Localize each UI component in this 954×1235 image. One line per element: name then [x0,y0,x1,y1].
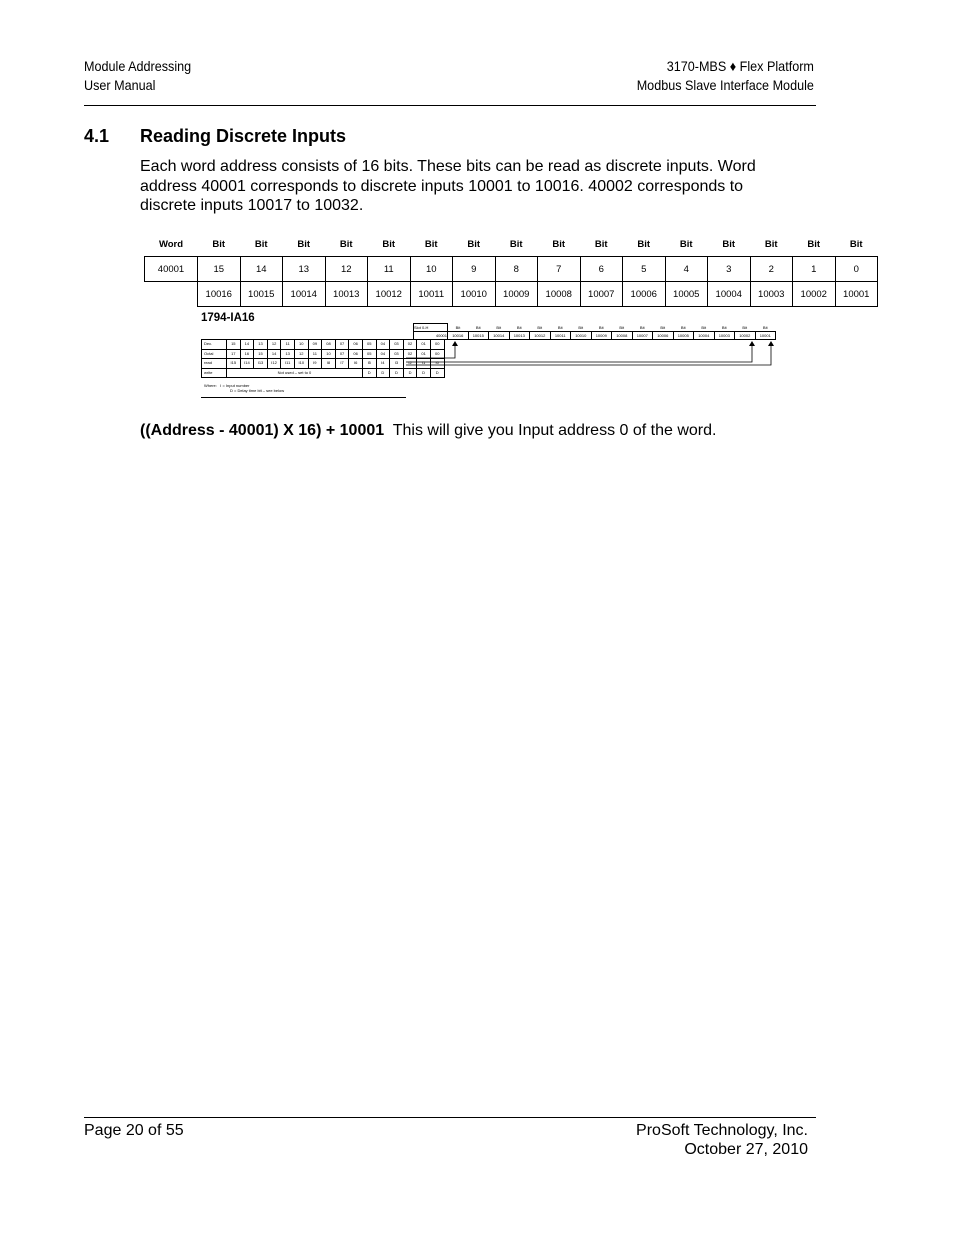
bit-header-cell: Bit [552,238,566,250]
strip-bit-header: Bit [496,324,502,330]
mini-cell: 14 [267,349,281,359]
input-address-cell: 10003 [750,282,793,307]
strip-value-cell: 10004 [694,332,715,340]
mini-cell: I9 [308,359,322,369]
arrow-line-1 [406,344,455,358]
bit-number-cell: 0 [835,257,878,282]
strip-value-cell: 10012 [530,332,551,340]
mini-cell: D [417,368,431,378]
bit-header-cell: Bit [467,238,481,250]
strip-header-first: Slot 0-H [414,324,448,332]
bit-header-cell: Bit [679,238,693,250]
section-title: Reading Discrete Inputs [140,126,347,146]
arrow-head-1 [452,341,458,346]
mini-cell: 05 [362,340,376,350]
figure-title: 1794-IA16 [201,312,255,324]
footer-right [636,1121,808,1159]
strip-word-cell: 40001 [414,332,448,340]
bit-header-cell: Bit [637,238,651,250]
input-address-cell: 10016 [198,282,241,307]
strip-value-cell: 10010 [571,332,592,340]
mini-cell: 04 [376,349,390,359]
mini-cell: D [376,368,390,378]
bit-number-cell: 8 [495,257,538,282]
mini-cell: D [362,368,376,378]
mini-cell: 04 [376,340,390,350]
mini-cell: 07 [335,340,349,350]
mini-cell: 00 [430,340,444,350]
bit-header-cell: Bit [594,238,608,250]
strip-bit-header: Bit [721,324,727,330]
strip-bit-header: Bit [598,324,604,330]
mini-cell: 11 [308,349,322,359]
strip-value-cell: 10009 [591,332,612,340]
mini-cell: 06 [349,340,363,350]
strip-bit-header: Bit [557,324,563,330]
mini-cell: 01 [417,349,431,359]
input-address-cell: 10011 [410,282,453,307]
mini-cell: 03 [390,340,404,350]
mini-cell: I13 [254,359,268,369]
mini-cell: I15 [227,359,241,369]
mini-cell: 13 [254,340,268,350]
footer-page-number: Page 20 of 55 [84,1122,184,1139]
bit-number-cell: 15 [198,257,241,282]
mini-cell: 10 [294,340,308,350]
footer-divider [84,1117,816,1118]
input-address-cell: 10006 [623,282,666,307]
input-address-cell: 10014 [283,282,326,307]
input-address-cell: 10013 [325,282,368,307]
strip-bit-header: Bit [680,324,686,330]
mini-cell: 15 [227,340,241,350]
mini-row-label: Dec. [202,340,227,350]
strip-bit-header: Bit [762,324,768,330]
bit-number-cell: 6 [580,257,623,282]
section-number: 4.1 [84,126,110,146]
bit-number-cell: 3 [708,257,751,282]
mini-cell: 10 [322,349,336,359]
mini-cell: 00 [430,349,444,359]
mini-cell: D [390,368,404,378]
mini-cell: 06 [349,349,363,359]
input-address-cell: 10001 [835,282,878,307]
bit-header-cell: Bit [764,238,778,250]
bit-number-cell: 9 [453,257,496,282]
strip-value-cell: 10007 [632,332,653,340]
bit-header-cell: Bit [509,238,523,250]
input-address-cell: 10004 [708,282,751,307]
bit-header-cell: Bit [807,238,821,250]
mini-cell: I5 [362,359,376,369]
bit-header-cell: Bit [382,238,396,250]
mini-cell: I8 [322,359,336,369]
address-formula [140,421,740,441]
mini-row-label: Octal [202,349,227,359]
strip-bit-header: Bit [701,324,707,330]
bit-number-cell: 10 [410,257,453,282]
mini-cell: 03 [390,349,404,359]
arrow-head-2 [749,341,755,346]
strip-value-cell: 10002 [735,332,756,340]
mini-cell: I12 [267,359,281,369]
mini-cell: I0 [430,359,444,369]
mapping-arrows [0,0,954,400]
mini-cell: 13 [281,349,295,359]
input-address-cell: 10015 [240,282,283,307]
mini-cell: I10 [294,359,308,369]
input-address-cell: 10012 [368,282,411,307]
input-address-cell: 10010 [453,282,496,307]
bit-number-cell: 7 [538,257,581,282]
header-product: 3170-MBS ♦ Flex Platform [666,58,814,74]
bit-number-cell: 14 [240,257,283,282]
strip-bit-header: Bit [475,324,481,330]
mini-cell: 12 [294,349,308,359]
strip-value-cell: 10011 [550,332,571,340]
strip-bit-header: Bit [660,324,666,330]
formula-expression: ((Address - 40001) X 16) + 10001 [140,422,385,439]
input-address-cell: 10002 [793,282,836,307]
section-paragraph: Each word address consists of 16 bits. These bits can be read as discrete inputs. Word address 40001 corresponds to discrete inputs 10001 to 10016. 40002 corresponds to discrete inputs 10017 to 10032. [140,158,756,214]
mini-row-label: write [202,368,227,378]
mini-cell: 09 [308,340,322,350]
mini-cell: D [430,368,444,378]
mini-cell: I2 [403,359,417,369]
mini-cell: 12 [267,340,281,350]
strip-bit-header: Bit [516,324,522,330]
mini-cell: I1 [417,359,431,369]
bit-header-cell: Bit [849,238,863,250]
bit-header-cell: Bit [339,238,353,250]
arrow-head-3 [768,341,774,346]
header-module: Modbus Slave Interface Module [636,77,814,93]
strip-value-cell: 10016 [448,332,469,340]
strip-bit-header: Bit [537,324,543,330]
strip-value-cell: 10005 [673,332,694,340]
input-address-cell: 10005 [665,282,708,307]
bit-number-cell: 13 [283,257,326,282]
where-line2: D = Delay time bit – see below [230,388,285,393]
formula-description: This will give you Input address 0 of the word. [384,422,717,439]
bit-number-cell: 2 [750,257,793,282]
mini-cell: I3 [390,359,404,369]
mini-cell: I11 [281,359,295,369]
footer-date: October 27, 2010 [684,1141,808,1158]
bit-header-cell: Bit [424,238,438,250]
word-header-cell: Word [158,238,184,250]
strip-bit-header: Bit [619,324,625,330]
header-doc-type: User Manual [84,77,156,93]
mini-cell: I6 [349,359,363,369]
strip-value-cell: 10013 [509,332,530,340]
strip-value-cell: 10003 [714,332,735,340]
mini-cell: 08 [322,340,336,350]
bit-header-cell: Bit [212,238,226,250]
mini-row-label: read [202,359,227,369]
mini-cell: 05 [362,349,376,359]
strip-value-cell: 10015 [468,332,489,340]
bit-number-cell: 12 [325,257,368,282]
strip-value-cell: 10008 [612,332,633,340]
strip-bit-header: Bit [578,324,584,330]
strip-bit-header: Bit [742,324,748,330]
input-address-cell: 10007 [580,282,623,307]
strip-bit-header: Bit [639,324,645,330]
bit-header-cell: Bit [722,238,736,250]
mini-cell: 16 [240,349,254,359]
mini-cell: D [403,368,417,378]
mini-cell: 14 [240,340,254,350]
footer-company: ProSoft Technology, Inc. [636,1122,808,1139]
word-value-cell: 40001 [145,257,198,282]
mini-not-used-cell: Not used – set to 0 [227,368,363,378]
mini-cell: 02 [403,349,417,359]
input-address-cell: 10009 [495,282,538,307]
strip-value-cell: 10001 [755,332,776,340]
mini-cell: 07 [335,349,349,359]
mini-cell: I14 [240,359,254,369]
mini-cell: I4 [376,359,390,369]
bit-number-cell: 11 [368,257,411,282]
bit-number-cell: 1 [793,257,836,282]
mini-cell: 02 [403,340,417,350]
mini-cell: 01 [417,340,431,350]
strip-value-cell: 10006 [653,332,674,340]
strip-bit-header: Bit [455,324,461,330]
bit-header-cell: Bit [254,238,268,250]
mini-cell: 17 [227,349,241,359]
bit-header-cell: Bit [297,238,311,250]
header-section-name: Module Addressing [84,58,192,74]
where-label: Where: [204,383,217,388]
mini-cell: I7 [335,359,349,369]
input-address-cell: 10008 [538,282,581,307]
strip-value-cell: 10014 [489,332,510,340]
bit-number-cell: 4 [665,257,708,282]
arrow-line-2 [406,344,752,362]
mini-cell: 15 [254,349,268,359]
mini-cell: 11 [281,340,295,350]
bit-number-cell: 5 [623,257,666,282]
where-line1: I = Input number [220,383,250,388]
